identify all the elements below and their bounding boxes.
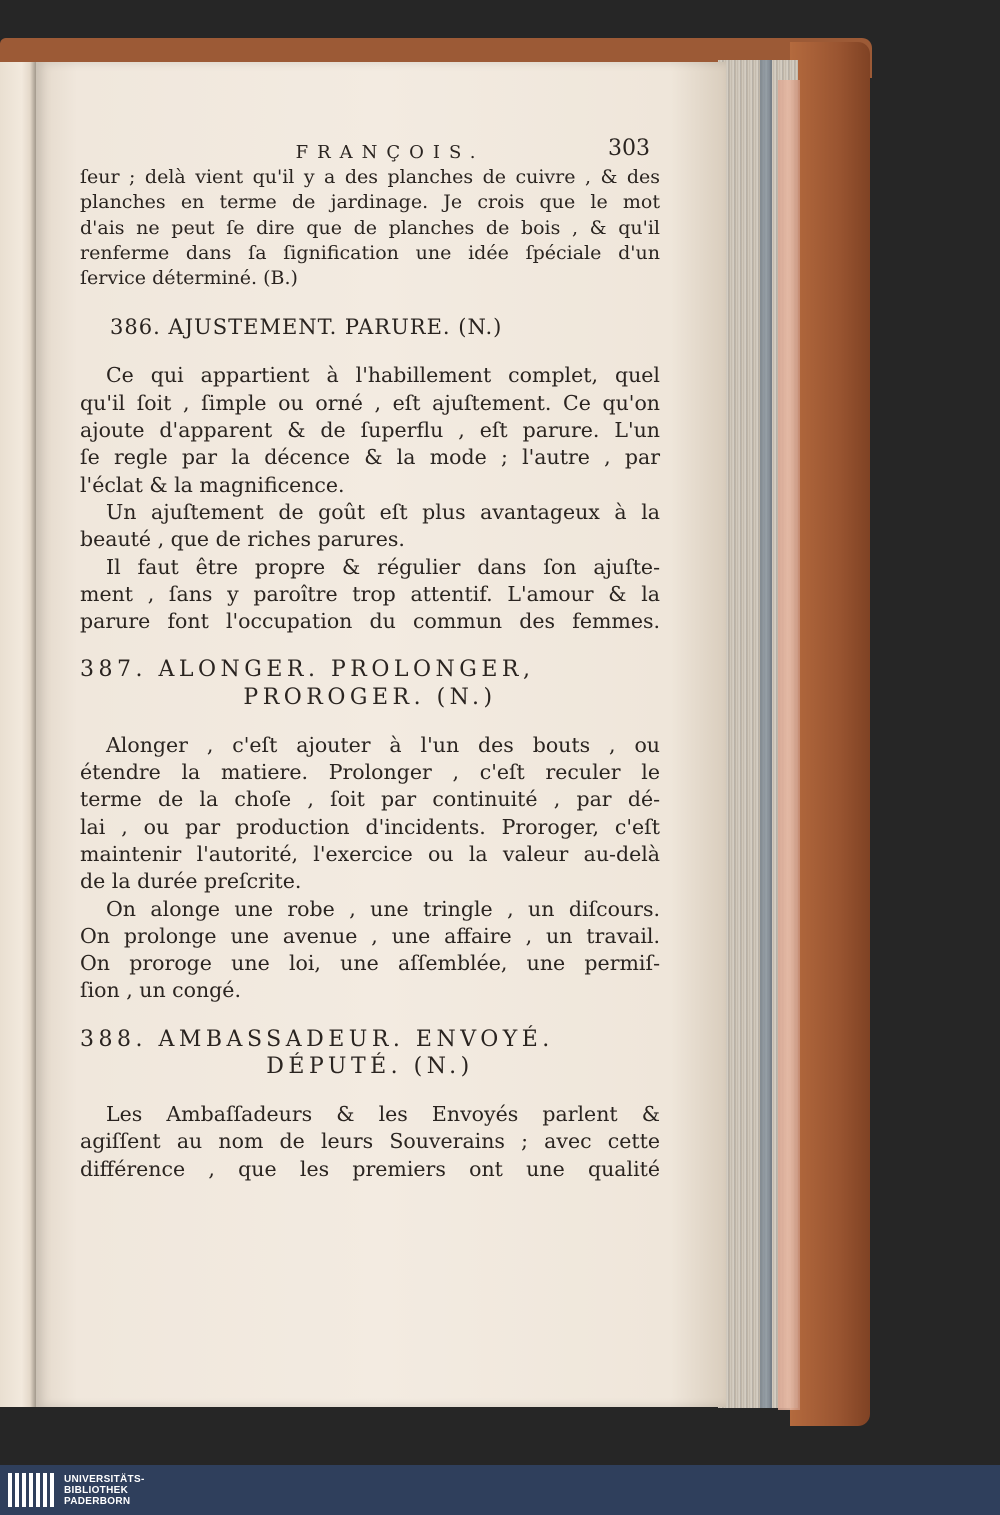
- text-line: Alonger , c'eſt ajouter à l'un des bouts , ou: [106, 732, 660, 757]
- article-388-heading: 388. AMBASSADEUR. ENVOYÉ.: [80, 1026, 554, 1052]
- library-name: [64, 1474, 145, 1507]
- text-line: lai , ou par production d'incidents. Proroger, c'eſt: [80, 814, 660, 839]
- text-line: différence , que les premiers ont une qualité: [80, 1156, 660, 1181]
- text-line: Ce qui appartient à l'habillement complet, quel: [106, 363, 660, 388]
- facing-page-edge: [0, 62, 36, 1407]
- article-387-body: [80, 732, 660, 1005]
- text-line: On proroge une loi, une aſſemblée, une permiſ-: [80, 951, 660, 976]
- page-block-edges: [718, 60, 798, 1408]
- library-footer-band: [0, 1465, 1000, 1515]
- text-line: étendre la matiere. Prolonger , c'eſt reculer le: [80, 760, 660, 785]
- text-line: qu'il ſoit , ſimple ou orné , eſt ajuſtement. Ce qu'on: [80, 390, 660, 415]
- text-line: ajoute d'apparent & de ſuperflu , eſt parure. L'un: [80, 418, 660, 443]
- book-cover-right: [790, 42, 870, 1426]
- article-388-heading-cont: DÉPUTÉ. (N.): [266, 1053, 474, 1079]
- page-number: 303: [608, 136, 650, 161]
- running-head: [120, 136, 660, 165]
- continuation-paragraph: [80, 165, 660, 291]
- text-line: ſe regle par la décence & la mode ; l'autre , par: [80, 445, 660, 470]
- article-388-body: [80, 1101, 660, 1183]
- text-line: Les Ambaſſadeurs & les Envoyés parlent &: [106, 1102, 660, 1127]
- text-line: ſeur ; delà vient qu'il y a des planches de cuivre , & des: [80, 166, 660, 189]
- library-name-line: UNIVERSITÄTS-: [64, 1473, 145, 1485]
- text-line: terme de la choſe , ſoit par continuité , par dé-: [80, 787, 660, 812]
- book-page: [36, 62, 726, 1407]
- running-head-title: FRANÇOIS.: [295, 142, 485, 163]
- text-line: de la durée preſcrite.: [80, 869, 302, 894]
- text-line: maintenir l'autorité, l'exercice ou la valeur au-delà: [80, 841, 660, 866]
- article-386-heading: 386. AJUSTEMENT. PARURE. (N.): [110, 315, 503, 340]
- text-line: Un ajuſtement de goût eſt plus avantageux à la: [106, 499, 660, 524]
- article-386-body: [80, 362, 660, 635]
- text-line: beauté , que de riches parures.: [80, 527, 405, 552]
- text-line: parure font l'occupation du commun des femmes.: [80, 609, 660, 634]
- library-name-line: BIBLIOTHEK: [64, 1484, 129, 1496]
- text-line: On prolonge une avenue , une affaire , un travail.: [80, 923, 660, 948]
- text-line: ſervice déterminé. (B.): [80, 267, 298, 290]
- library-logo-icon: [8, 1473, 54, 1507]
- page-text: [80, 136, 660, 1183]
- text-line: renferme dans ſa ſignification une idée ſpéciale d'un: [80, 241, 660, 264]
- text-line: planches en terme de jardinage. Je crois que le mot: [80, 191, 660, 214]
- text-line: On alonge une robe , une tringle , un diſcours.: [106, 896, 660, 921]
- text-line: l'éclat & la magnificence.: [80, 472, 345, 497]
- text-line: ſion , un congé.: [80, 978, 241, 1003]
- article-387-heading-cont: PROROGER. (N.): [243, 684, 497, 710]
- text-line: ment , ſans y paroître trop attentif. L'amour & la: [80, 581, 660, 606]
- text-line: agiſſent au nom de leurs Souverains ; avec cette: [80, 1129, 660, 1154]
- text-line: d'ais ne peut ſe dire que de planches de bois , & qu'il: [80, 216, 660, 239]
- text-line: Il faut être propre & régulier dans ſon ajuſte-: [106, 554, 660, 579]
- article-387-heading: 387. ALONGER. PROLONGER,: [80, 657, 535, 683]
- library-name-line: PADERBORN: [64, 1495, 131, 1507]
